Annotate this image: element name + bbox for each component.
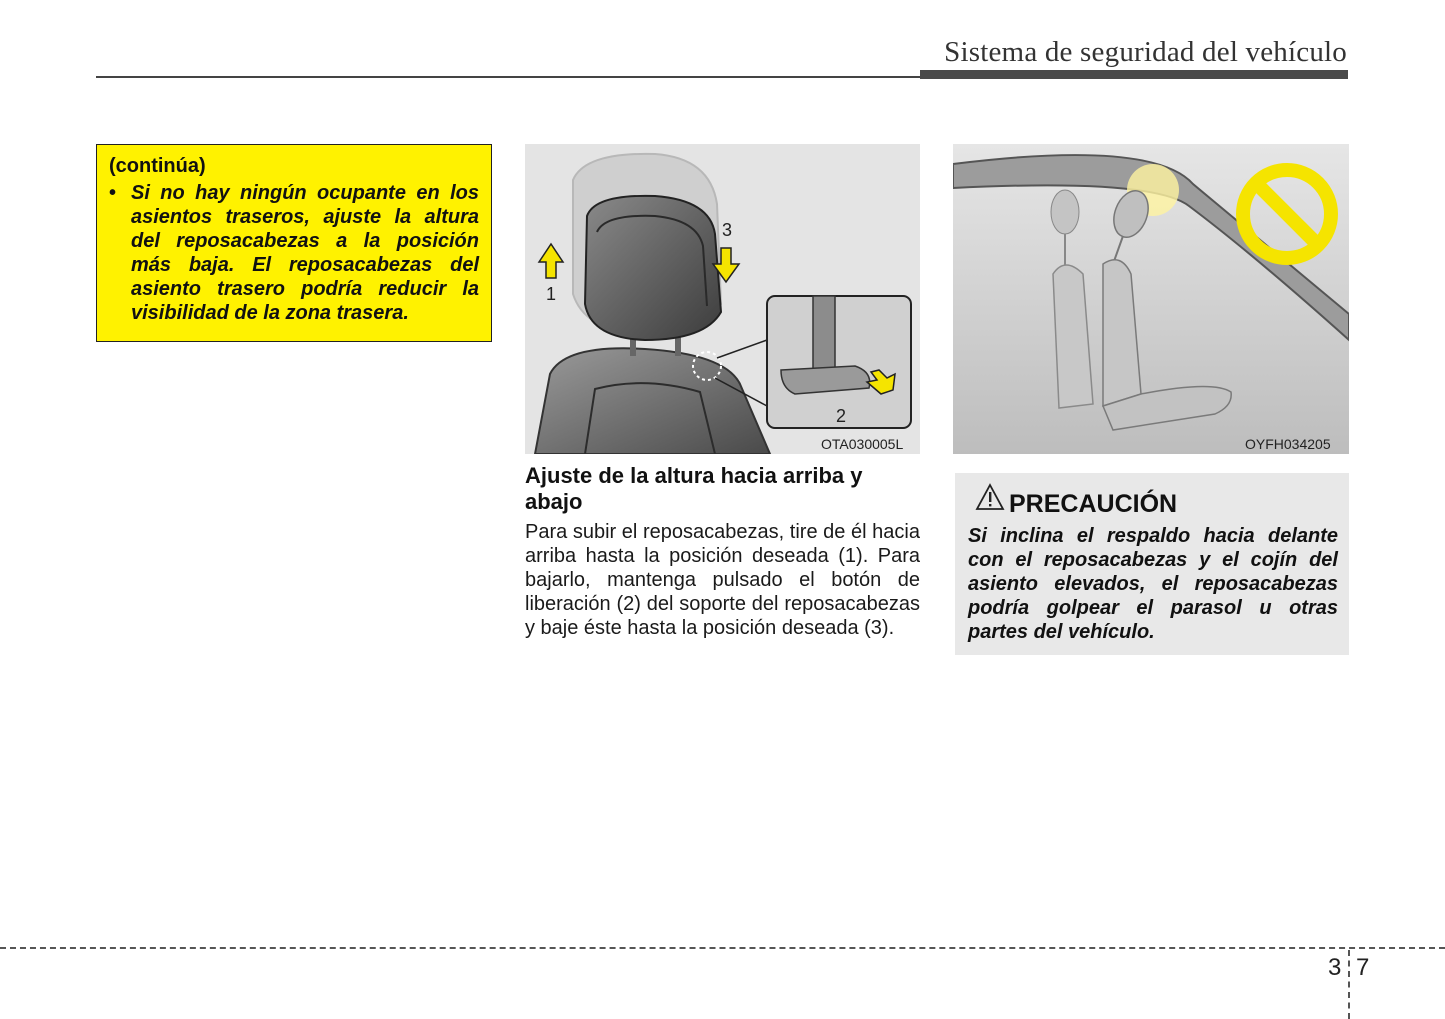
header-rule-accent <box>920 70 1348 79</box>
section-body: Para subir el reposacabezas, tire de él hacia arriba hasta la posición deseada (1). Para bajarlo, mantenga pulsado el botón de liberación (2) del soporte del reposacabezas y baje éste hasta la posición deseada (3). <box>525 521 920 639</box>
warning-bullet <box>109 181 479 325</box>
page-number: 7 <box>1356 954 1370 981</box>
footer-divider <box>1348 950 1350 1019</box>
footer-rule <box>0 947 1445 949</box>
chapter-number: 3 <box>1328 954 1342 981</box>
caution-box <box>955 473 1349 655</box>
callout-3: 3 <box>722 220 733 240</box>
figure-code: OTA030005L <box>821 436 904 452</box>
seat-sunvisor-figure <box>953 144 1349 454</box>
warning-text: Si no hay ningún ocupante en los asientos traseros, ajuste la altura del reposacabezas a la posición más baja. El reposacabezas del asiento trasero podría reducir la visibilidad de la zona trasera. <box>131 182 479 324</box>
bullet-marker: • <box>109 182 117 204</box>
warning-box <box>96 144 492 342</box>
callout-1: 1 <box>546 284 557 304</box>
figure-code: OYFH034205 <box>1245 436 1331 452</box>
page-header-title: Sistema de seguridad del vehículo <box>944 36 1347 68</box>
caution-text: Si inclina el respaldo hacia delante con el reposacabezas y el cojín del asiento elevados, el reposacabezas podría golpear el parasol u otras partes del vehículo. <box>968 525 1338 643</box>
warning-continued-label: (continúa) <box>109 155 206 177</box>
section-title: Ajuste de la altura hacia arriba y abajo <box>525 463 863 514</box>
callout-2: 2 <box>836 406 847 426</box>
headrest-adjust-figure <box>525 144 920 454</box>
caution-title: PRECAUCIÓN <box>1009 490 1178 518</box>
warning-triangle-icon <box>975 483 1005 511</box>
